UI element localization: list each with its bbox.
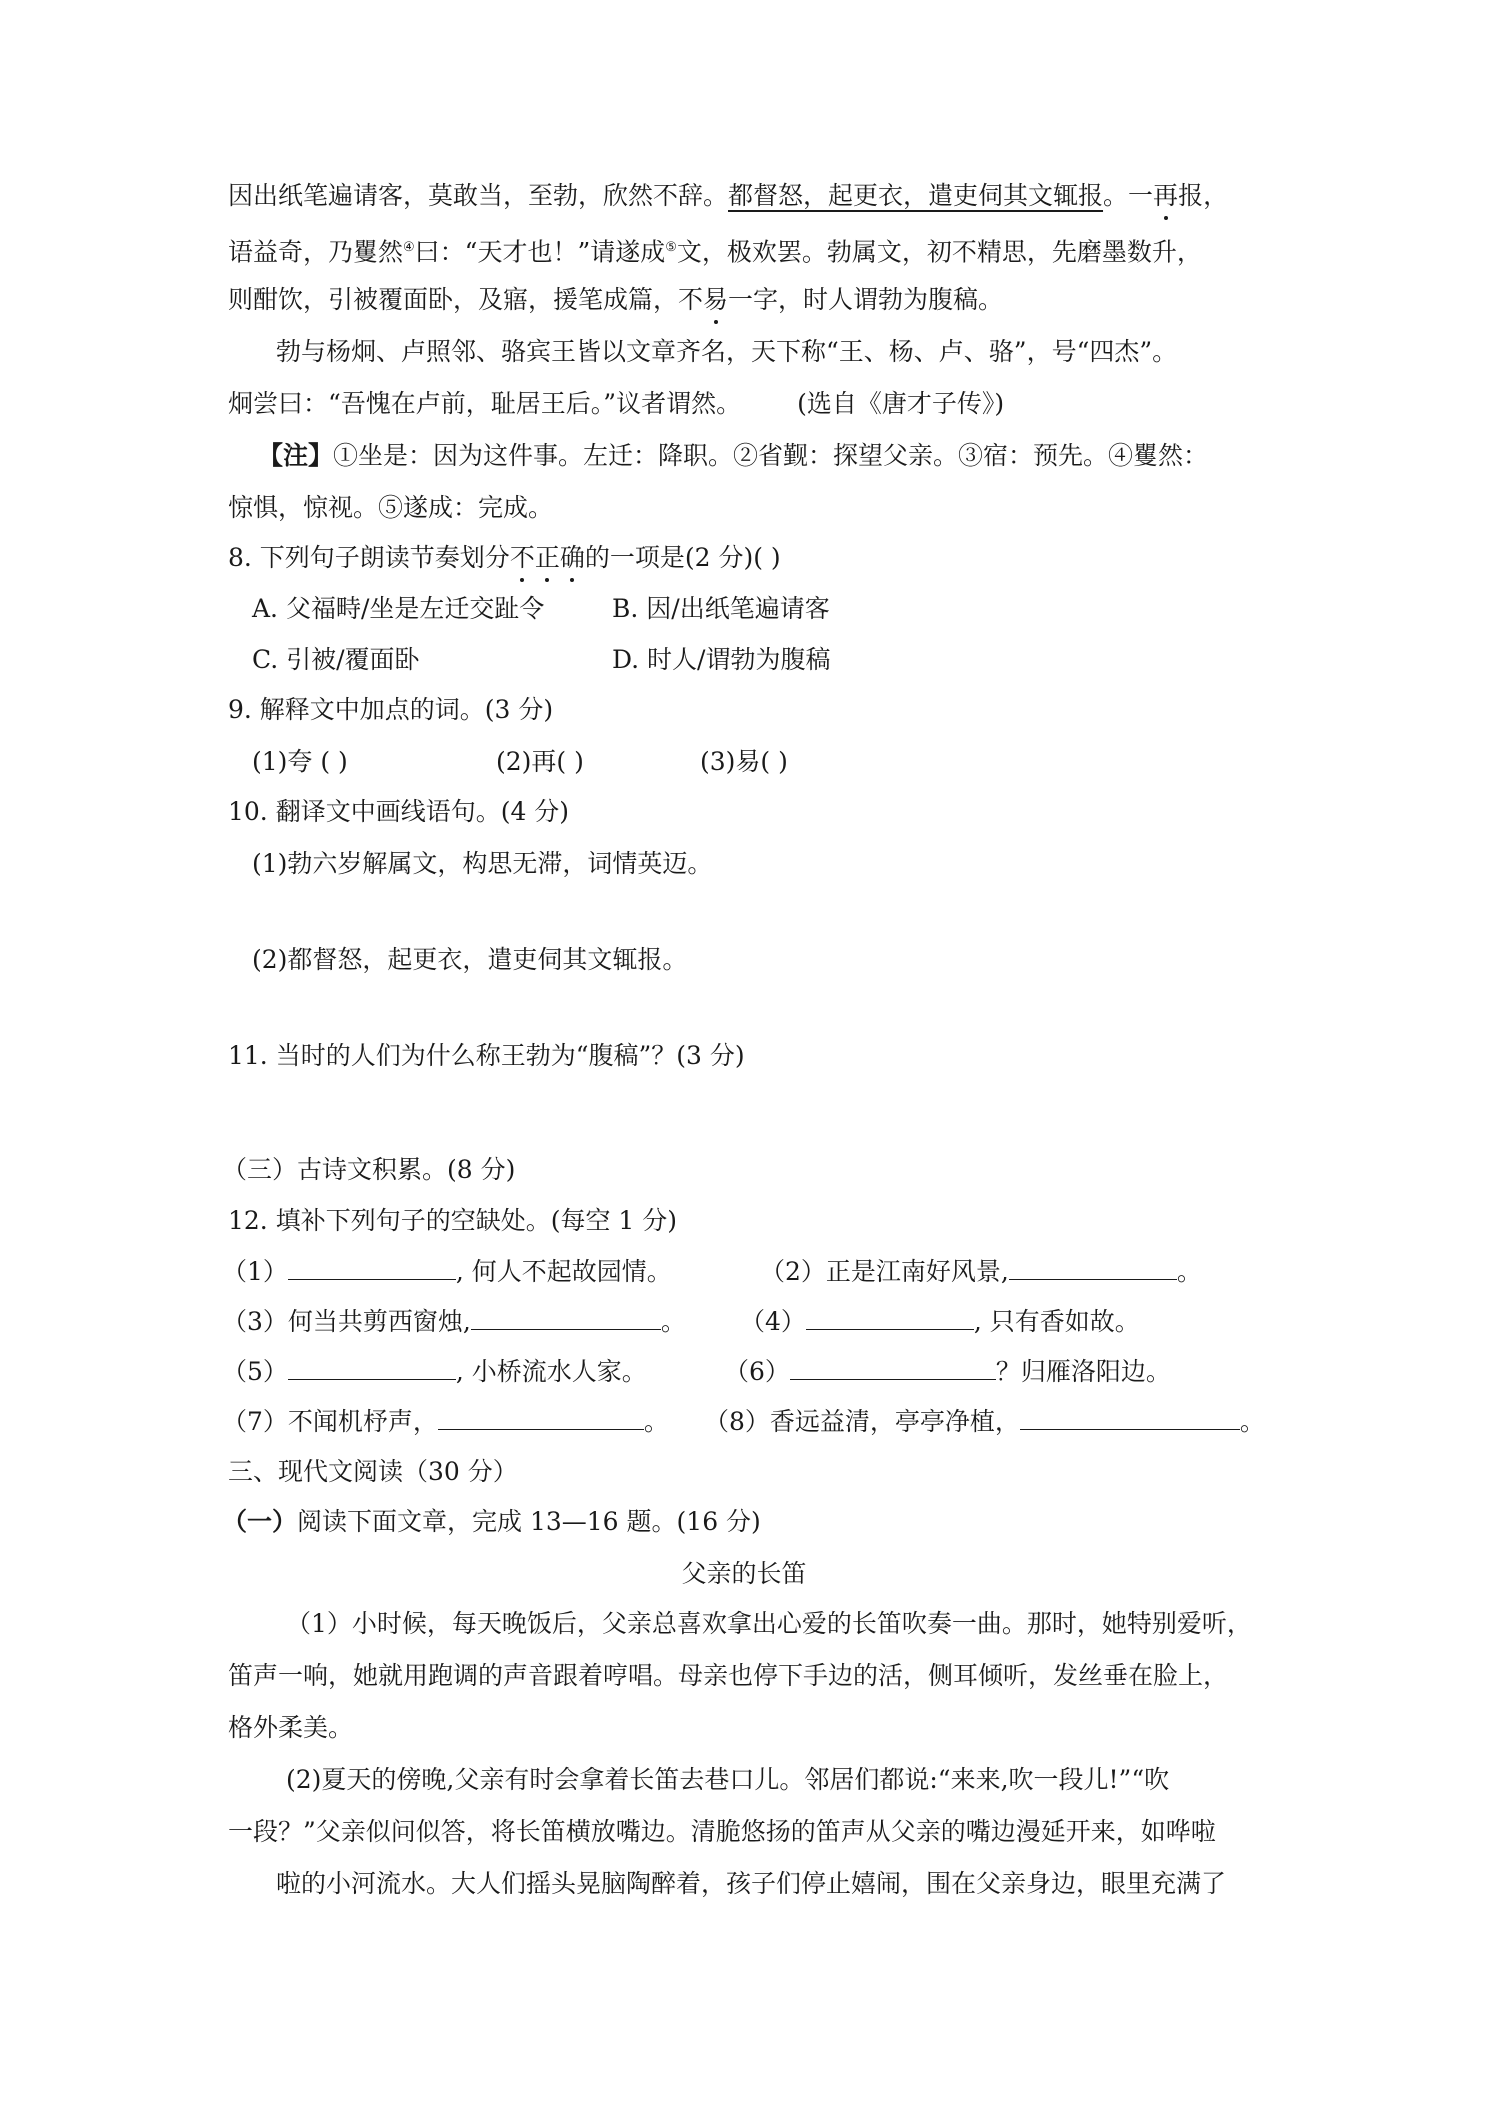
text: （4）: [740, 1307, 806, 1336]
answer-blank[interactable]: [1009, 1257, 1177, 1280]
article-p1-line-1: （1）小时候，每天晚饭后，父亲总喜欢拿出心爱的长笛吹奏一曲。那时，她特别爱听，: [286, 1609, 1252, 1638]
text: 一字，时人谓勃为腹稿。: [728, 285, 1004, 314]
answer-blank[interactable]: [1020, 1407, 1240, 1430]
article-p2-line-1: (2)夏天的傍晚,父亲有时会拿着长笛去巷口儿。邻居们都说:“来来,吹一段儿!”“吹: [286, 1765, 1170, 1794]
option-a: A. 父福畤/坐是左迁交趾令: [252, 594, 545, 623]
text: 曰：“天才也！”请遂成: [414, 237, 666, 267]
underlined-sentence: 都督怒，起更衣，遣吏伺其文辄报: [728, 181, 1104, 210]
fill-item-4: [740, 1304, 1140, 1340]
q9-item-3: (3)易( ): [700, 747, 788, 776]
text: （6）: [724, 1357, 790, 1386]
text: 。: [643, 1407, 669, 1436]
answer-blank[interactable]: [288, 1257, 456, 1280]
text: （1）: [222, 1257, 288, 1286]
answer-blank[interactable]: [438, 1407, 644, 1430]
option-c: C. 引被/覆面卧: [252, 645, 420, 674]
q9-item-1: (1)夸 ( ): [252, 747, 348, 776]
answer-blank[interactable]: [806, 1307, 974, 1330]
dotted-word: 确: [560, 540, 585, 576]
text: , 小桥流水人家。: [455, 1357, 647, 1386]
text: （3）何当共剪西窗烛,: [222, 1307, 471, 1336]
text: 。: [660, 1307, 686, 1336]
article-p2-line-3: 啦的小河流水。大人们摇头晃脑陶醉着，孩子们停止嬉闹，围在父亲身边，眼里充满了: [276, 1869, 1227, 1898]
text: 炯尝曰：“吾愧在卢前，耻居王后。”议者谓然。: [228, 389, 742, 418]
question-11: 11. 当时的人们为什么称王勃为“腹稿”？(3 分): [228, 1041, 745, 1070]
text: ？归雁洛阳边。: [995, 1357, 1171, 1386]
question-9: 9. 解释文中加点的词。(3 分): [228, 695, 554, 724]
section-heading: （三）古诗文积累。(8 分): [222, 1155, 516, 1184]
question-12: 12. 填补下列句子的空缺处。(每空 1 分): [228, 1206, 678, 1235]
fill-item-3: [222, 1304, 686, 1340]
text: 语益奇，乃矍然: [228, 237, 404, 267]
text: （7）不闻机杼声，: [222, 1407, 438, 1436]
text: 阅读下面文章，完成 13—16 题。(16 分): [297, 1507, 761, 1536]
option-d: D. 时人/谓勃为腹稿: [612, 645, 831, 674]
source-citation: (选自《唐才子传》): [797, 389, 1005, 418]
footnote-marker: ⑤: [665, 240, 677, 255]
question-10: 10. 翻译文中画线语句。(4 分): [228, 797, 570, 826]
notes-line-2: 惊惧，惊视。⑤遂成：完成。: [228, 493, 554, 522]
fill-item-5: [222, 1354, 647, 1390]
text: 因出纸笔遍请客，莫敢当，至勃，欣然不辞。: [228, 181, 729, 210]
dotted-word: 再: [1153, 178, 1178, 214]
text: 。: [1239, 1407, 1265, 1436]
text: （一）: [222, 1507, 298, 1536]
text: 8. 下列句子朗读节奏划分: [228, 543, 510, 572]
text: , 只有香如故。: [973, 1307, 1140, 1336]
q10-item-1: (1)勃六岁解属文，构思无滞，词情英迈。: [252, 849, 713, 878]
text: 。: [1176, 1257, 1202, 1286]
dotted-word: 易: [703, 282, 728, 318]
passage-line-3: [228, 282, 1003, 318]
fill-item-8: [704, 1404, 1265, 1440]
passage-line-4: 勃与杨炯、卢照邻、骆宾王皆以文章齐名，天下称“王、杨、卢、骆”，号“四杰”。: [276, 337, 1178, 366]
article-p2-line-2: 一段？”父亲似问似答，将长笛横放嘴边。清脆悠扬的笛声从父亲的嘴边漫延开来，如哗啦: [228, 1817, 1216, 1846]
section-heading: 三、现代文阅读（30 分）: [228, 1457, 518, 1486]
subsection-heading: [222, 1504, 761, 1540]
fill-item-6: [724, 1354, 1171, 1390]
text: （8）香远益清，亭亭净植，: [704, 1407, 1020, 1436]
text: 的一项是(2 分)( ): [584, 543, 781, 572]
fill-item-7: [222, 1404, 669, 1440]
text: （5）: [222, 1357, 288, 1386]
note-label: 【注】: [258, 441, 334, 470]
question-8: [228, 540, 781, 576]
text: 报，: [1178, 181, 1229, 210]
fill-item-1: [222, 1254, 672, 1290]
fill-item-2: [760, 1254, 1202, 1290]
answer-blank[interactable]: [288, 1357, 456, 1380]
text: ①坐是：因为这件事。左迁：降职。②省觐：探望父亲。③宿：预先。④矍然：: [333, 441, 1209, 470]
notes-line-1: [258, 438, 1208, 474]
text: , 何人不起故园情。: [455, 1257, 672, 1286]
q9-item-2: (2)再( ): [496, 747, 584, 776]
option-b: B. 因/出纸笔遍请客: [612, 594, 830, 623]
text: （2）正是江南好风景,: [760, 1257, 1009, 1286]
answer-blank[interactable]: [790, 1357, 996, 1380]
footnote-marker: ④: [403, 240, 415, 255]
text: 则酣饮，引被覆面卧，及寤，援笔成篇，不: [228, 285, 704, 314]
text: 。一: [1103, 181, 1154, 210]
article-p1-line-3: 格外柔美。: [228, 1713, 354, 1742]
dotted-word: 正: [535, 540, 560, 576]
article-p1-line-2: 笛声一响，她就用跑调的声音跟着哼唱。母亲也停下手边的活，侧耳倾听，发丝垂在脸上，: [228, 1661, 1229, 1690]
passage-line-1: [228, 178, 1228, 214]
passage-line-5: [228, 386, 1004, 422]
passage-line-2: [228, 230, 1202, 270]
dotted-word: 不: [510, 540, 535, 576]
answer-blank[interactable]: [471, 1307, 661, 1330]
q10-item-2: (2)都督怒，起更衣，遣吏伺其文辄报。: [252, 945, 688, 974]
text: 文，极欢罢。勃属文，初不精思，先磨墨数升，: [676, 237, 1202, 267]
article-title: 父亲的长笛: [681, 1559, 807, 1588]
